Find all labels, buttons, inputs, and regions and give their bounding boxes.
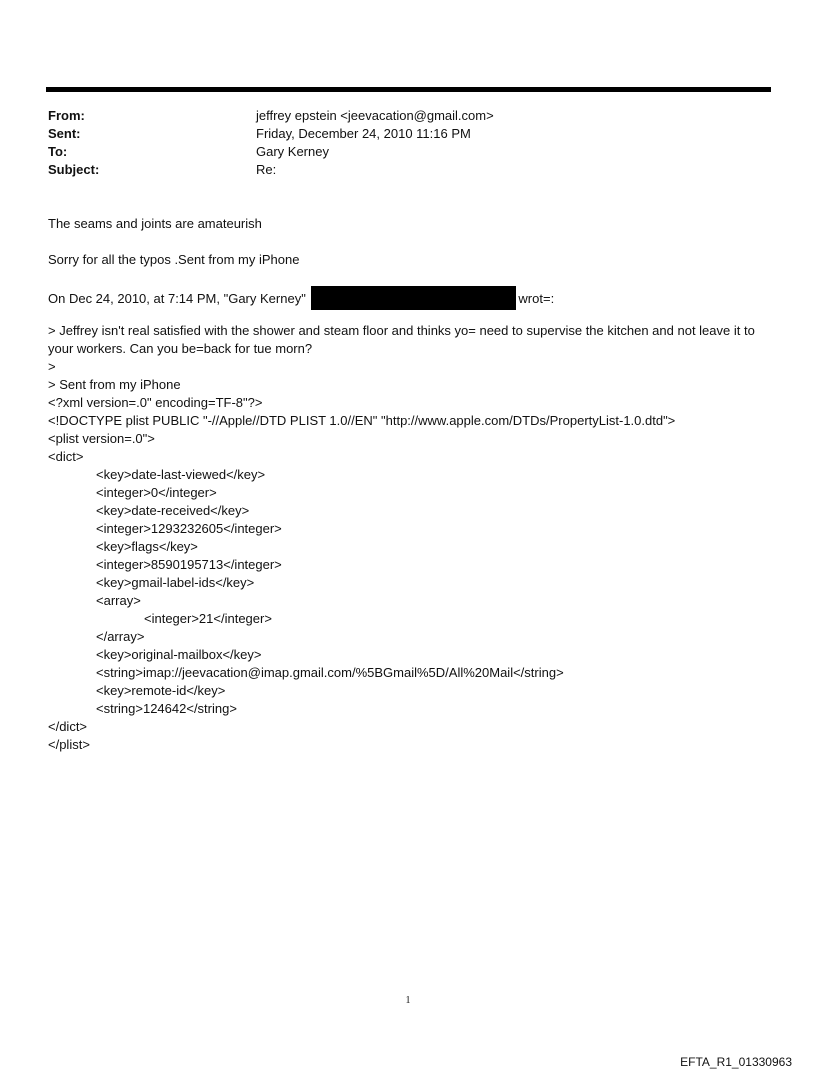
to-row [48,143,748,161]
quoted-message: > Jeffrey isn't real satisfied with the shower and steam floor and thinks yo= need to supervise the kitchen and not leave it to your workers. Can you be=back for tue morn? [48,323,755,356]
sent-value: Friday, December 24, 2010 11:16 PM [256,126,471,141]
xml-line: <?xml version=.0" encoding=TF-8"?> [48,395,263,410]
redaction-block [311,286,516,310]
xml-line: </array> [96,629,145,644]
from-value: jeffrey epstein <jeevacation@gmail.com> [256,108,494,123]
body-line-1: The seams and joints are amateurish [48,216,262,231]
header-rule [46,87,771,92]
xml-line: <integer>1293232605</integer> [96,521,282,536]
quoted-signature: > Sent from my iPhone [48,377,181,392]
body-line-2: Sorry for all the typos .Sent from my iPhone [48,252,300,267]
bates-number: EFTA_R1_01330963 [680,1055,792,1069]
subject-value: Re: [256,162,277,177]
email-header [48,107,748,179]
from-label: From: [48,108,85,123]
xml-line: </dict> [48,719,88,734]
quoted-blank-line: > [48,359,56,374]
sent-row [48,125,748,143]
xml-line: <string>124642</string> [96,701,237,716]
to-value: Gary Kerney [256,144,329,159]
subject-label: Subject: [48,162,100,177]
xml-line: <integer>0</integer> [96,485,217,500]
xml-line: <key>remote-id</key> [96,683,226,698]
xml-line: <integer>8590195713</integer> [96,557,282,572]
xml-line: <string>imap://jeevacation@imap.gmail.com/%5BGmail%5D/All%20Mail</string> [96,665,564,680]
xml-line: <plist version=.0"> [48,431,155,446]
xml-line: <key>gmail-label-ids</key> [96,575,255,590]
sent-label: Sent: [48,126,81,141]
xml-line: <dict> [48,449,84,464]
xml-line: <integer>21</integer> [144,611,272,626]
from-row [48,107,748,125]
page-number: 1 [405,995,411,1006]
to-label: To: [48,144,68,159]
xml-line: </plist> [48,737,90,752]
xml-line: <key>date-received</key> [96,503,250,518]
xml-line: <array> [96,593,141,608]
xml-line: <key>date-last-viewed</key> [96,467,266,482]
quote-intro-before: On Dec 24, 2010, at 7:14 PM, "Gary Kerney" [48,291,310,306]
xml-line: <key>flags</key> [96,539,198,554]
xml-line: <key>original-mailbox</key> [96,647,262,662]
quote-intro [48,286,768,310]
subject-row [48,161,748,179]
quote-intro-after: wrot=: [518,291,555,306]
xml-line: <!DOCTYPE plist PUBLIC "-//Apple//DTD PLIST 1.0//EN" "http://www.apple.com/DTDs/PropertyList-1.0.dtd"> [48,413,676,428]
